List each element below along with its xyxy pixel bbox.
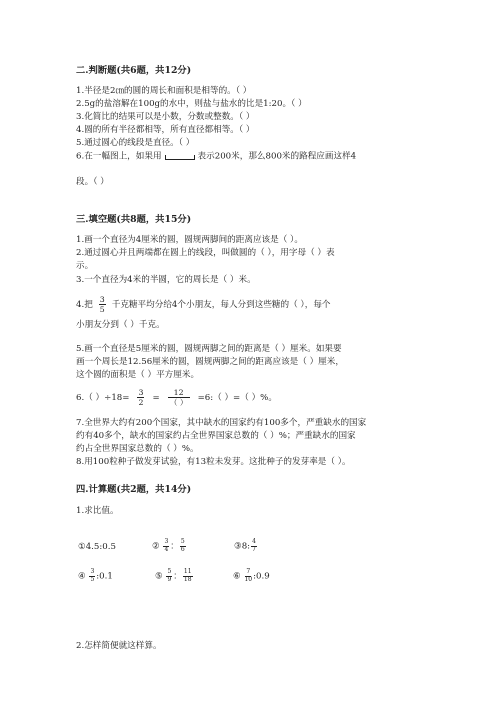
fraction-num: 11 [183,568,192,575]
item-label: ⑥ [233,571,241,582]
fill-q4-pre: 4.把 [76,300,93,310]
fill-q6-post: =6:（ ）=（ ）%。 [197,393,277,403]
fraction-num: 12 [168,388,190,398]
section-title-fill: 三.填空题(共8题，共15分) [76,214,192,225]
fill-q7c: 约占全世界国家总数的（ ）%。 [76,444,199,454]
fraction-num: 3 [90,568,95,575]
equals-sign: = [152,393,160,403]
calc-q2: 2.怎样简便就这样算。 [76,641,162,651]
fraction-num: 3 [164,538,169,545]
fill-q5a: 5.画一个直径是5厘米的圆，圆规两脚之间的距离是（ ）厘米。如果要 [76,344,342,354]
scale-bar-icon [165,150,195,162]
fill-q6 [76,387,277,409]
fill-q7b: 约有40多个，缺水的国家约占全世界国家总数的（ ）%；严重缺水的国家 [76,431,356,441]
ratio-item-b [152,539,187,553]
fraction-den: 9 [167,575,172,583]
ratio-item-e [155,569,194,583]
fraction [166,569,172,583]
fraction-three-halves [137,388,144,407]
fraction-three-fifths [99,295,106,314]
fill-q7a: 7.全世界大约有200个国家，其中缺水的国家约有100多个，严重缺水的国家 [76,418,367,428]
fraction-num: 4 [252,538,256,545]
fill-q4-cont: 小朋友分到（ ）千克。 [76,320,165,330]
fraction-den: 2 [138,398,144,407]
fraction-den: 5 [99,305,105,314]
fill-q4 [76,294,331,316]
judge-item-6 [76,150,356,163]
item-label: ⑤ [155,571,163,582]
judge-item-5: 5.通过圆心的线段是直径。（ ） [76,138,195,148]
ratio-item-c [234,539,258,553]
fill-q8: 8.用100粒种子做发芽试验，有13粒未发芽。这批种子的发芽率是（ ）。 [76,457,351,467]
fraction-den: （ ） [169,398,188,407]
judge-item-6-cont: 段。（ ） [76,177,109,187]
item-label: ② [152,541,160,552]
fraction-den: 6 [180,545,185,553]
fraction [180,539,186,553]
judge-item-6-before: 6.在一幅图上，如果用 [76,151,162,162]
fill-q3: 3.一个直径为4米的半圆，它的周长是（ ）米。 [76,275,256,285]
ratio-item-d [78,569,113,583]
fraction-num: 5 [180,538,185,545]
ratio-sep: ： [170,541,179,552]
fill-q2a: 2.通过圆心并且两端都在圆上的线段，叫做圆的（ ），用字母（ ）表 [76,248,335,258]
ratio-item-f [233,569,270,583]
section-title-calc: 四.计算题(共2题，共14分) [76,484,192,495]
ratio-item-a: ①4.5:0.5 [78,542,116,552]
fraction-num: 3 [138,388,144,397]
fraction-twelve-over-blank [168,388,190,407]
fill-q1: 1.画一个直径为4厘米的圆，圆规两脚间的距离应该是（ ）。 [76,235,303,245]
judge-item-2: 2.5g的盐溶解在100g的水中，则盐与盐水的比是1:20。（ ） [76,99,307,109]
fraction-num: 5 [167,568,172,575]
fraction [89,569,95,583]
judge-item-4: 4.圆的所有半径都相等，所有直径都相等。（ ） [76,125,255,135]
item-label: ③8: [234,541,251,552]
ratio-rest: :0.1 [96,571,113,582]
fill-q5b: 画一个周长是12.56厘米的圆，圆规两脚之间的距离应该是（ ）厘米， [76,357,344,367]
fraction [251,539,257,553]
fraction-den: 5 [90,575,95,583]
judge-item-3: 3.化简比的结果可以是小数，分数或整数。（ ） [76,112,255,122]
fraction-den: 18 [183,575,192,583]
calc-q1: 1.求比值。 [76,506,119,516]
fraction-den: 4 [164,545,169,553]
fill-q4-post: 千克糖平均分给4个小朋友，每人分到这些糖的（ ），每个 [111,300,331,310]
section-title-judge: 二.判断题(共6题，共12分) [76,65,192,76]
fraction [244,569,252,583]
judge-item-1: 1.半径是2㎝的圆的周长和面积是相等的。（ ） [76,86,252,96]
fraction-den: 7 [252,545,256,553]
fraction-num: 7 [246,568,251,575]
fraction-num: 3 [99,295,105,304]
judge-item-6-after: 表示200米，那么800米的路程应画这样4 [197,151,357,162]
fill-q5c: 这个圆的面积是（ ）平方厘米。 [76,370,200,380]
fraction-den: 10 [244,575,253,583]
item-label: ④ [78,571,86,582]
fill-q6-pre: 6.（ ）÷18= [76,393,130,403]
fill-q2b: 示。 [76,261,94,271]
ratio-sep: ： [173,571,182,582]
fraction [183,569,193,583]
fraction [163,539,169,553]
ratio-rest: :0.9 [253,571,270,582]
